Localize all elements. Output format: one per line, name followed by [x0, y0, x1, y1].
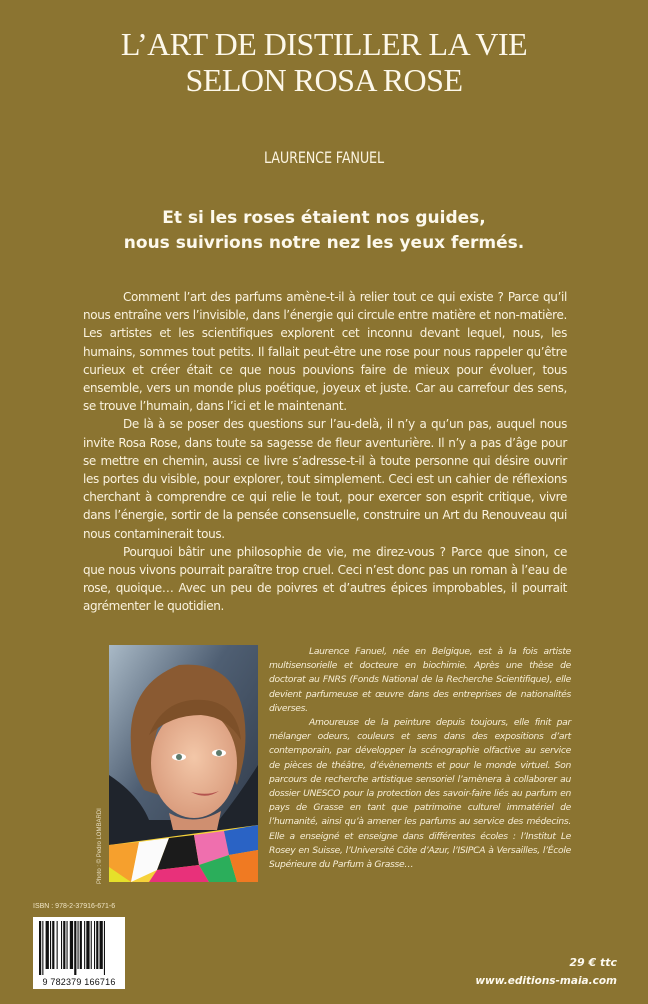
- bio-paragraph: Amoureuse de la peinture depuis toujours, elle finit par mélanger odeurs, couleurs et sens dans des expositions d’art contemporain, par développer la scénographie olfactive au service de pièces de théâtre, d’évènements et pour le monde virtuel. Son parcours de recherche artistique sensoriel l’amènera à collaborer au dossier UNESCO pour la protection des savoir-faire liés au parfum en pays de Grasse en tant que patrimoine culturel immatériel de l’humanité, ainsi qu’à amener les parfums au service des médecins. Elle a enseigné et enseigne dans différentes écoles : l’Institut Le Rosey en Suisse, l’Université Côte d’Azur, l’ISIPCA à Versailles, l’École Supérieure du Parfum à Grasse…: [269, 717, 571, 871]
- book-title: [0, 26, 648, 98]
- book-summary: [83, 288, 567, 616]
- isbn-label: ISBN : 978-2-37916-671-6: [33, 903, 116, 910]
- barcode-digits: 9 782379 166716: [42, 977, 116, 987]
- publisher-website[interactable]: www.editions-maia.com: [475, 975, 617, 987]
- barcode-bars-icon: [39, 921, 119, 975]
- tagline-line-2: nous suivrions notre nez les yeux fermés.: [123, 233, 525, 253]
- tagline-line-1: Et si les roses étaient nos guides,: [162, 208, 486, 228]
- author-biography: [269, 645, 571, 872]
- isbn-barcode: [33, 917, 125, 989]
- book-title-line-2: SELON ROSA ROSE: [185, 62, 463, 98]
- bio-paragraph: Laurence Fanuel, née en Belgique, est à la fois artiste multisensorielle et docteure en biochimie. Après une thèse de doctorat au FNRS (Fonds National de la Recherche Scientifique), elle devient parfumeuse et œuvre dans des entreprises de nationalités diverses.: [269, 646, 571, 714]
- summary-paragraph: Pourquoi bâtir une philosophie de vie, me direz-vous ? Parce que sinon, ce que nous vivons pourrait paraître trop cruel. Ceci n’est donc pas un roman à l’eau de rose, quoique… Avec un peu de poivres et d’autres épices improbables, il pourrait agrémenter le quotidien.: [83, 544, 567, 614]
- summary-paragraph: Comment l’art des parfums amène-t-il à relier tout ce qui existe ? Parce qu’il nous entraîne vers l’invisible, dans l’énergie qui circule entre matière et non-matière. Les artistes et les scientifiques explorent cet inconnu devant lequel, nous, les humains, sommes tout petits. Il fallait peut-être une rose pour nous rappeler qu’être curieux et créer était ce que nous pouvions faire de mieux pour évoluer, tous ensemble, vers un monde plus poétique, joyeux et juste. Car au carrefour des sens, se trouve l’humain, dans l’ici et le maintenant.: [83, 290, 567, 414]
- author-portrait-illustration: [109, 645, 258, 882]
- tagline: [0, 206, 648, 256]
- book-title-line-1: L’ART DE DISTILLER LA VIE: [120, 26, 528, 62]
- author-photo: [109, 645, 258, 882]
- price: 29 € ttc: [569, 956, 617, 969]
- summary-paragraph: De là à se poser des questions sur l’au-delà, il n’y a qu’un pas, auquel nous invite Rosa Rose, dans toute sa sagesse de fleur aventurière. Il n’y a pas d’âge pour se mettre en chemin, aussi ce livre s’adresse-t-il à toute personne qui désire ouvrir les portes du visible, pour explorer, tout simplement. Ceci est un cahier de réflexions cherchant à comprendre ce qui relie le tout, pour exercer son esprit critique, vivre dans l’énergie, sortir de la pensée consensuelle, construire un Art du Renouveau qui nous contaminerait tous.: [83, 417, 567, 541]
- photo-credit: Photo : © Pedro LOMBARDI: [97, 808, 103, 884]
- author-name: LAURENCE FANUEL: [264, 148, 384, 167]
